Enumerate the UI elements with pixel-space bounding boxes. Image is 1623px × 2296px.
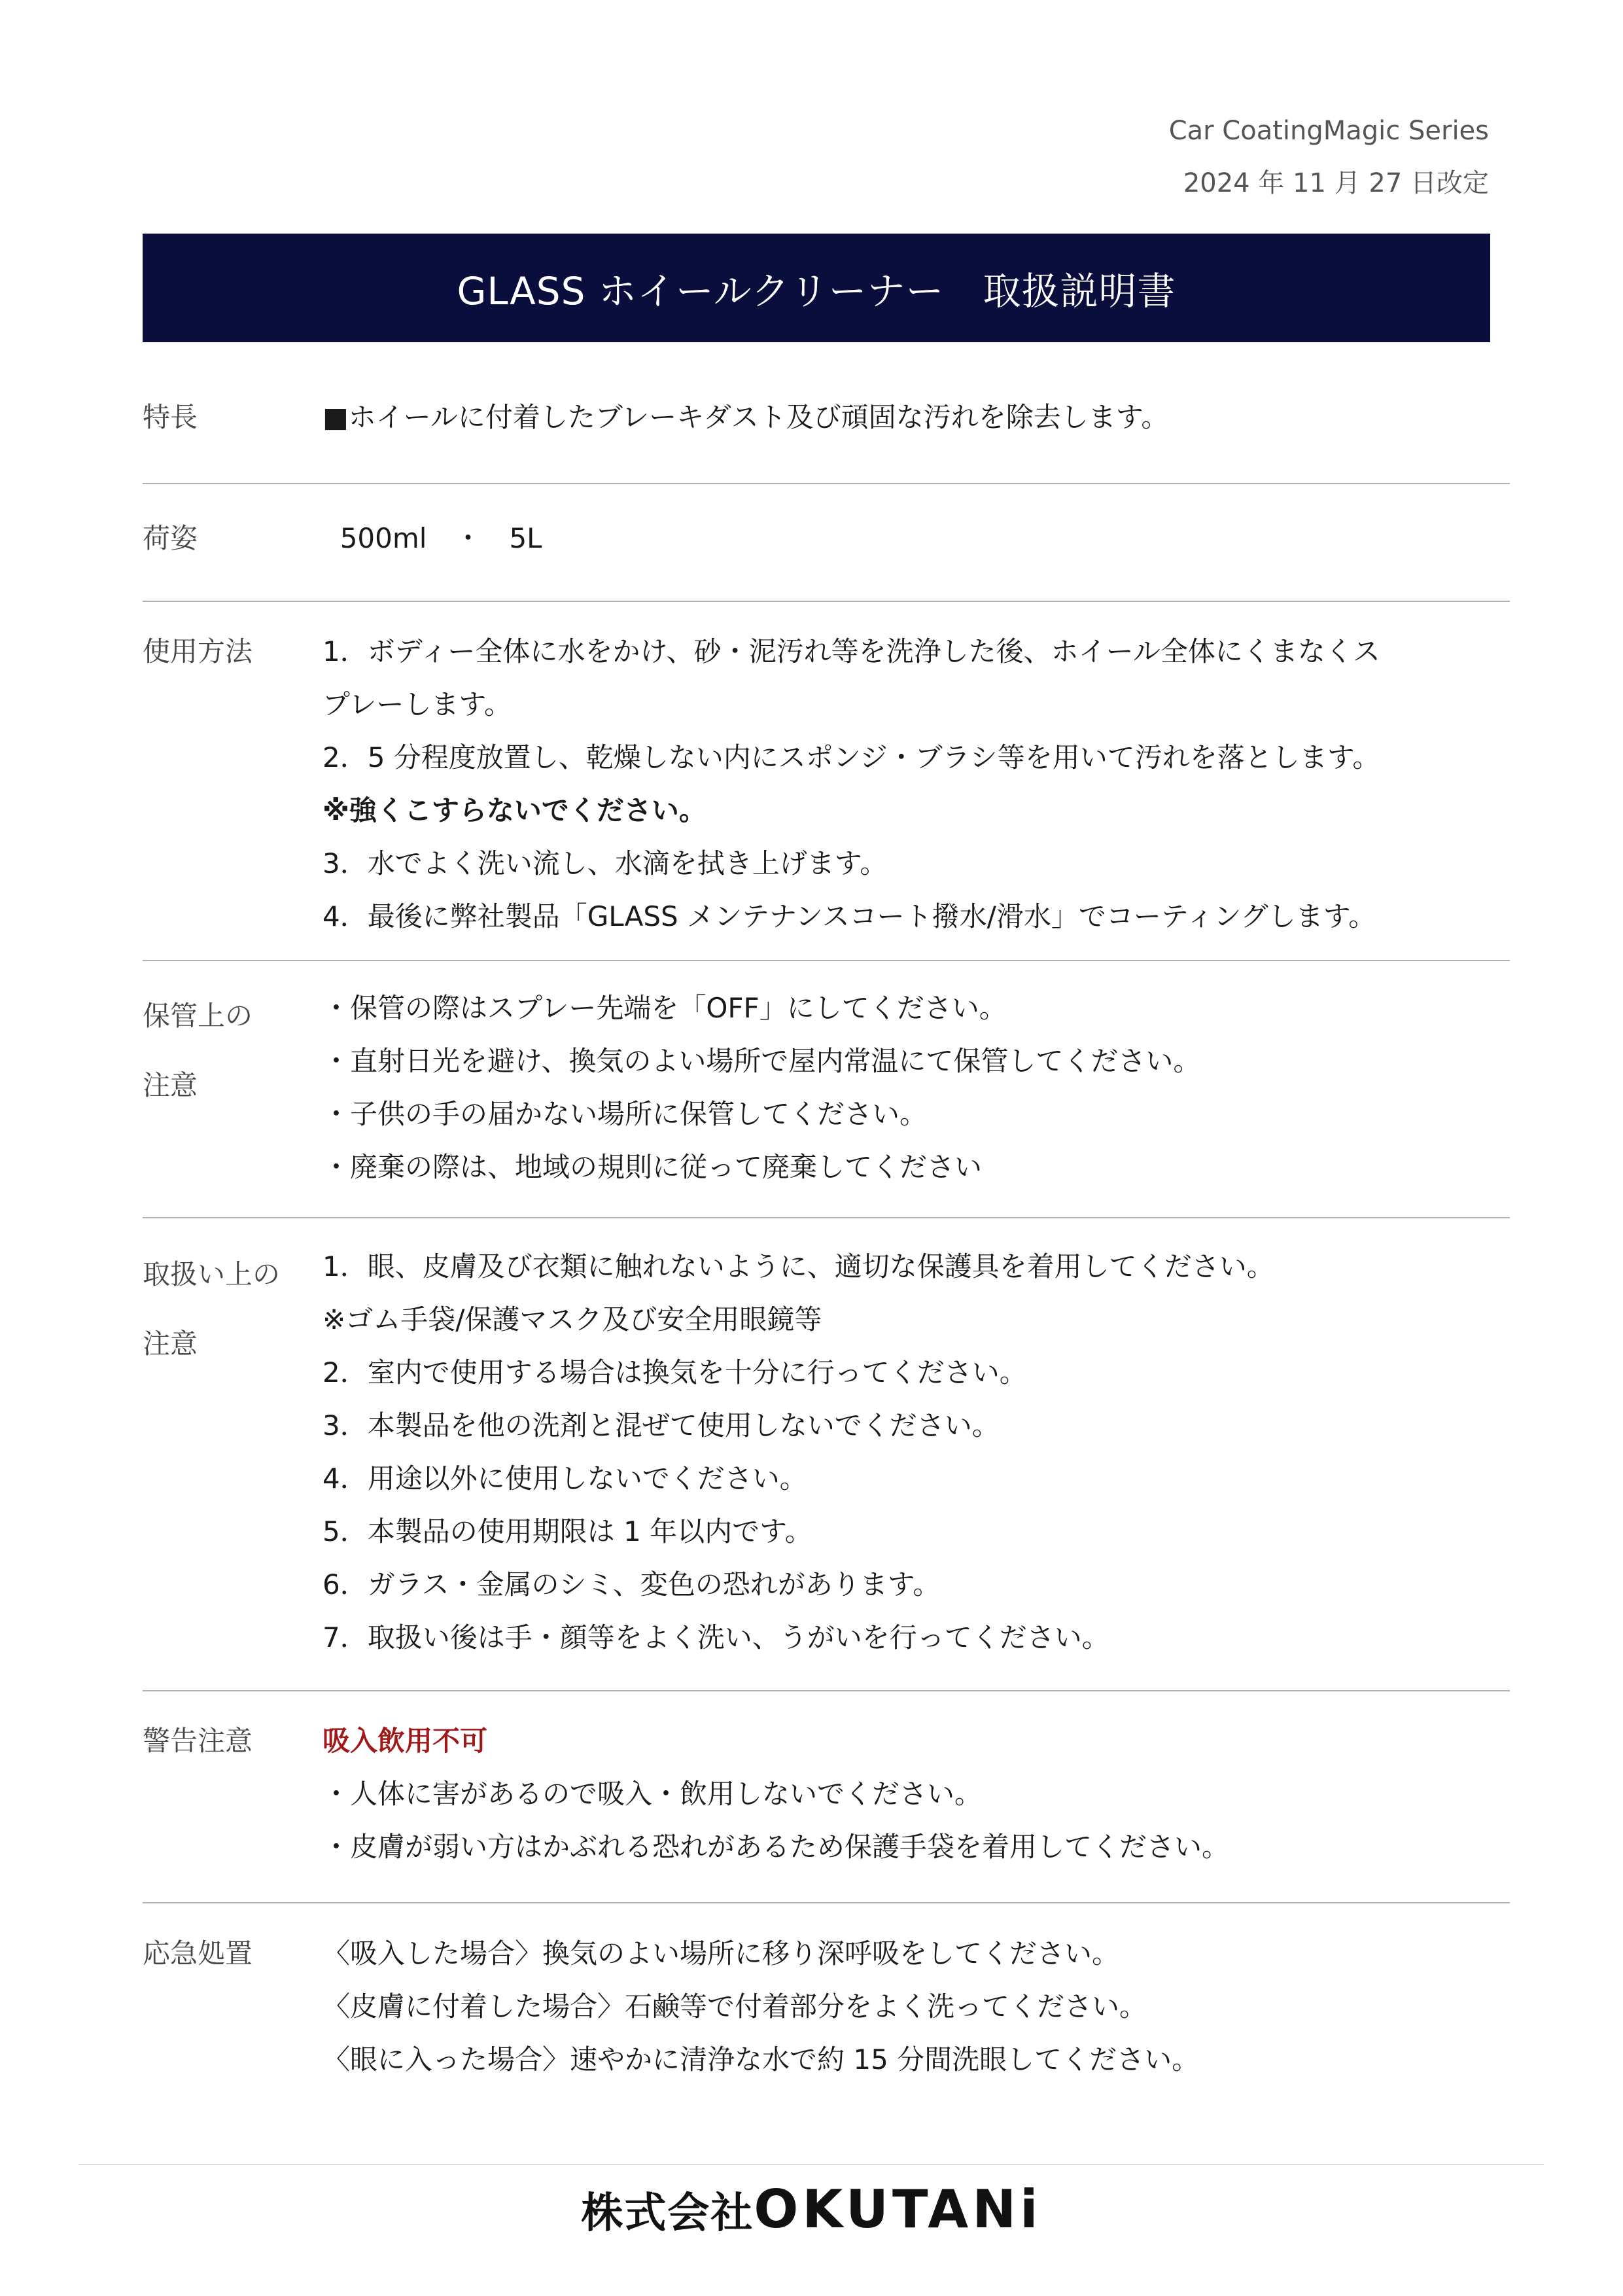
section-label-warning: 警告注意 — [143, 1725, 253, 1757]
divider — [143, 601, 1510, 602]
usage-line: 4．最後に弊社製品「GLASS メンテナンスコート撥水/滑水」でコーティングします。 — [323, 900, 1376, 932]
section-storage — [143, 981, 1510, 1204]
handling-label-line-1: 取扱い上の — [143, 1258, 281, 1290]
section-body-features — [323, 383, 1500, 452]
warning-line: ・皮膚が弱い方はかぶれる恐れがあるため保護手袋を着用してください。 — [323, 1831, 1230, 1863]
handling-line: 1．眼、皮膚及び衣類に触れないように、適切な保護具を着用してください。 — [323, 1250, 1274, 1282]
handling-line: 2．室内で使用する場合は換気を十分に行ってください。 — [323, 1356, 1027, 1388]
handling-line: 5．本製品の使用期限は 1 年以内です。 — [323, 1515, 812, 1547]
section-body-handling — [323, 1240, 1500, 1664]
divider — [143, 1690, 1510, 1691]
storage-line: ・子供の手の届かない場所に保管してください。 — [323, 1098, 928, 1130]
divider — [143, 960, 1510, 961]
company-logo — [0, 2179, 1623, 2240]
handling-line: 3．本製品を他の洗剤と混ぜて使用しないでください。 — [323, 1409, 1000, 1441]
section-body-usage — [323, 625, 1500, 943]
section-label-features: 特長 — [143, 401, 198, 433]
section-body-storage — [323, 981, 1500, 1193]
header-meta — [1169, 105, 1489, 209]
packaging-line: 500ml ・ 5L — [323, 522, 542, 554]
section-first-aid — [143, 1927, 1510, 2097]
revision-date: 2024 年 11 月 27 日改定 — [1183, 168, 1489, 198]
divider — [143, 1217, 1510, 1218]
section-label-handling — [143, 1240, 300, 1379]
section-label-packaging: 荷姿 — [143, 522, 198, 554]
features-line: ■ホイールに付着したブレーキダスト及び頑固な汚れを除去します。 — [323, 401, 1169, 433]
handling-line: 4．用途以外に使用しないでください。 — [323, 1462, 807, 1494]
section-body-warning — [323, 1714, 1500, 1873]
footer-rule — [79, 2164, 1544, 2165]
section-warning — [143, 1714, 1510, 1884]
section-packaging — [143, 504, 1510, 582]
company-prefix: 株式会社 — [581, 2189, 754, 2238]
first-aid-line: 〈吸入した場合〉換気のよい場所に移り深呼吸をしてください。 — [323, 1937, 1120, 1969]
first-aid-line: 〈皮膚に付着した場合〉石鹸等で付着部分をよく洗ってください。 — [323, 1990, 1147, 2022]
handling-line: 6．ガラス・金属のシミ、変色の恐れがあります。 — [323, 1568, 941, 1600]
page-title: GLASS ホイールクリーナー 取扱説明書 — [457, 269, 1176, 313]
warning-headline: 吸入飲用不可 — [323, 1725, 488, 1757]
section-features — [143, 383, 1510, 461]
section-label-first-aid: 応急処置 — [143, 1937, 253, 1969]
storage-label-line-1: 保管上の — [143, 1000, 253, 1032]
section-handling — [143, 1240, 1510, 1672]
usage-line: 1．ボディー全体に水をかけ、砂・泥汚れ等を洗浄した後、ホイール全体にくまなくス — [323, 635, 1380, 667]
company-brand: OKUTANi — [754, 2179, 1042, 2240]
first-aid-line: 〈眼に入った場合〉速やかに清浄な水で約 15 分間洗眼してください。 — [323, 2043, 1200, 2075]
usage-line: プレーします。 — [323, 688, 512, 720]
warning-line: ・人体に害があるので吸入・飲用しないでください。 — [323, 1778, 983, 1810]
storage-line: ・保管の際はスプレー先端を「OFF」にしてください。 — [323, 992, 1007, 1024]
divider — [143, 1902, 1510, 1903]
storage-line: ・直射日光を避け、換気のよい場所で屋内常温にて保管してください。 — [323, 1045, 1201, 1077]
section-label-usage: 使用方法 — [143, 635, 253, 667]
handling-line: ※ゴム手袋/保護マスク及び安全用眼鏡等 — [323, 1303, 822, 1335]
usage-line: 3．水でよく洗い流し、水滴を拭き上げます。 — [323, 847, 888, 879]
handling-line: 7．取扱い後は手・顔等をよく洗い、うがいを行ってください。 — [323, 1621, 1109, 1653]
section-label-storage — [143, 981, 300, 1120]
section-usage — [143, 625, 1510, 952]
usage-caution-line: ※強くこすらないでください。 — [323, 794, 707, 826]
title-banner — [143, 234, 1490, 342]
usage-line: 2．5 分程度放置し、乾燥しない内にスポンジ・ブラシ等を用いて汚れを落とします。 — [323, 741, 1380, 773]
section-body-first-aid — [323, 1927, 1500, 2086]
series-name: Car CoatingMagic Series — [1168, 116, 1489, 146]
section-body-packaging — [323, 504, 1500, 573]
storage-line: ・廃棄の際は、地域の規則に従って廃棄してください — [323, 1151, 983, 1183]
divider — [143, 483, 1510, 484]
handling-label-line-2: 注意 — [143, 1328, 198, 1360]
storage-label-line-2: 注意 — [143, 1069, 198, 1101]
